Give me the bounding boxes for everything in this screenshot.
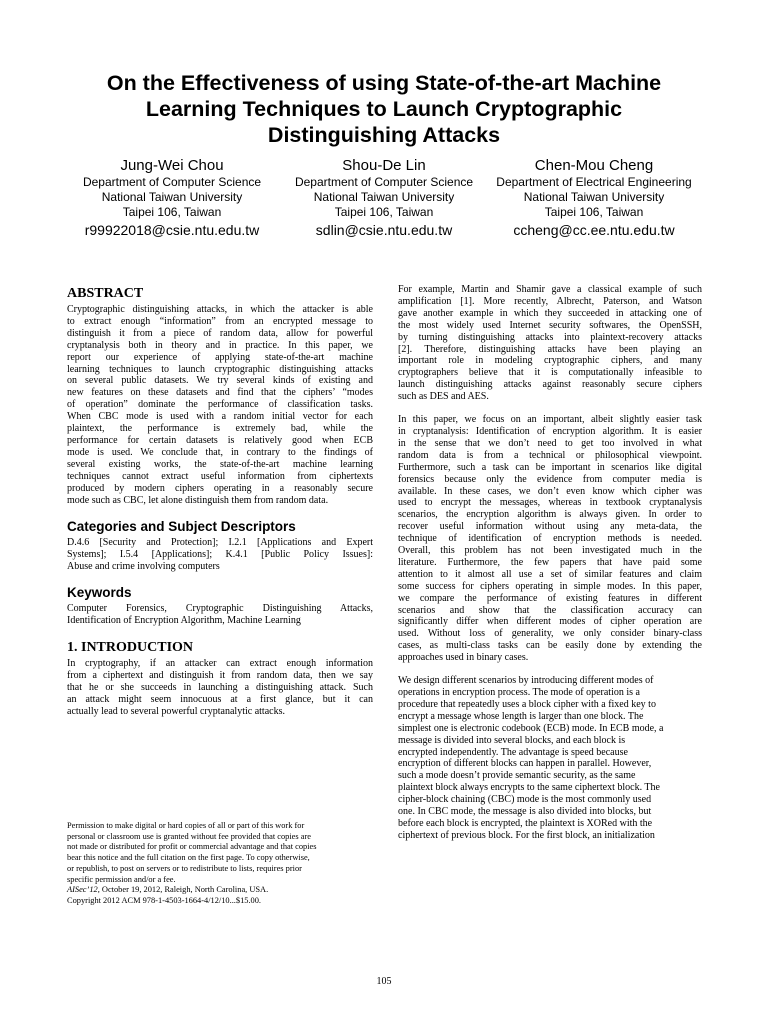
author-university: National Taiwan University: [101, 190, 243, 204]
text-line: amplification [1]. More recently, Albrecht, Paterson, and Watson: [398, 295, 702, 307]
text-line: For example, Martin and Shamir gave a classical example of such: [398, 284, 702, 295]
text-line: When CBC mode is used with a random initial vector for each: [67, 411, 373, 423]
text-line: used. Without loss of generality, we only consider binary-class: [398, 628, 702, 640]
text-line: approaches used in binary cases.: [398, 652, 529, 664]
page-number: 105: [376, 976, 392, 987]
text-line: Systems]; I.5.4 [Applications]; K.4.1 [Public Policy Issues]:: [67, 549, 373, 561]
author-name: Shou-De Lin: [342, 157, 426, 174]
abstract-body: [67, 304, 373, 506]
text-line: such as DES and AES.: [398, 391, 489, 403]
text-line: the most widely used Internet security softwares, the OpenSSH,: [398, 319, 702, 331]
left-column: [67, 285, 373, 717]
introduction-heading: 1. INTRODUCTION: [67, 639, 194, 655]
text-line: used to encrypt the messages, whereas in textbook cryptanalysis: [398, 497, 702, 509]
text-line: actually lead to several powerful cryptanalytic attacks.: [67, 705, 285, 717]
text-line: not made or distributed for profit or commercial advantage and that copies: [67, 842, 317, 852]
text-line: forensics because only the evidence from computer media is: [398, 473, 702, 485]
author-name: Chen-Mou Cheng: [534, 157, 654, 174]
text-line: on several public datasets. We try several kinds of existing and: [67, 375, 373, 387]
author-department: Department of Computer Science: [294, 175, 474, 189]
text-line: launch distinguishing attacks against reasonably secure ciphers: [398, 379, 702, 391]
text-line: some success for ciphers operating in simple modes. In this paper,: [398, 580, 702, 592]
text-line: Abuse and crime involving computers: [67, 561, 220, 573]
text-line: mode such as CBC, let alone distinguish them from random data.: [67, 494, 329, 506]
text-line: Identification of Encryption Algorithm, Machine Learning: [67, 615, 301, 627]
text-line: simplest one is electronic codebook (ECB) mode. In ECB mode, a: [398, 722, 664, 734]
text-line: scenarios and show that the classification accuracy can: [398, 604, 702, 616]
copyright-line: Copyright 2012 ACM 978-1-4503-1664-4/12/10...$15.00.: [67, 895, 262, 905]
text-line: before each block is encrypted, the plaintext is XORed with the: [398, 817, 653, 829]
text-line: learning techniques to launch cryptographic distinguishing attacks: [67, 363, 373, 375]
author-email[interactable]: r99922018@csie.ntu.edu.tw: [84, 222, 260, 238]
text-line: D.4.6 [Security and Protection]; I.2.1 [Applications and Expert: [67, 537, 373, 549]
text-line: Permission to make digital or hard copies of all or part of this work for: [67, 821, 305, 830]
text-line: cryptanalysis both in theory and in practice. In this paper, we: [67, 339, 373, 351]
text-line: encrypted independently. The advantage is speed because: [398, 746, 628, 758]
text-line: Computer Forensics, Cryptographic Distinguishing Attacks,: [67, 603, 373, 615]
text-line: personal or classroom use is granted without fee provided that copies are: [67, 831, 311, 841]
author-block: [274, 156, 494, 239]
text-line: distinguish it from a piece of random data, allow for powerful: [67, 327, 373, 339]
text-line: that he or she succeeds in launching a distinguishing attack. Such: [67, 681, 373, 693]
text-line: several existing works, the state-of-the-art machine learning: [67, 458, 373, 470]
text-line: cases, as multi-class tasks can be easily done by extending the: [398, 640, 702, 652]
text-line: [2]. Therefore, distinguishing attacks have been playing an: [398, 343, 702, 355]
author-name: Jung-Wei Chou: [120, 157, 224, 174]
text-line: cryptographers believe that it is computationally infeasible to: [398, 367, 702, 379]
text-line: cipher-block chaining (CBC) mode is the most commonly used: [398, 794, 652, 806]
text-line: ciphertext of previous block. For the first block, an initialization: [398, 829, 655, 841]
text-line: in the sense that we don’t need to get too involved in what: [398, 437, 702, 449]
author-email[interactable]: sdlin@csie.ntu.edu.tw: [315, 222, 453, 238]
text-line: of operation” dominate the performance of classification tasks.: [67, 399, 373, 411]
author-city: Taipei 106, Taiwan: [334, 205, 434, 219]
text-line: In this paper, we focus on an important, albeit slightly easier task: [398, 414, 702, 426]
text-line: mode is used. We conclude that, in contrary to the findings of: [67, 446, 373, 458]
introduction-body: [67, 658, 373, 718]
text-line: In cryptography, if an attacker can extract enough information: [67, 657, 373, 669]
text-line: encryption of different blocks can happen in parallel. However,: [398, 758, 652, 770]
text-line: such a mode doesn’t provide semantic security, as the same: [398, 770, 636, 782]
text-line: Cryptographic distinguishing attacks, in which the attacker is able: [67, 304, 373, 315]
title-line: On the Effectiveness of using State-of-the-art Machine: [106, 71, 662, 95]
body-paragraph: [398, 284, 702, 403]
text-line: bear this notice and the full citation on the first page. To copy otherwise,: [67, 853, 310, 863]
author-city: Taipei 106, Taiwan: [544, 205, 644, 219]
text-line: or republish, to post on servers or to redistribute to lists, requires prior: [67, 863, 302, 873]
title-line: Distinguishing Attacks: [267, 123, 501, 147]
author-university: National Taiwan University: [313, 190, 455, 204]
title-line: Learning Techniques to Launch Cryptographic: [145, 97, 623, 121]
text-line: from a ciphertext and distinguish it from random data, then we say: [67, 669, 373, 681]
author-email[interactable]: ccheng@cc.ee.ntu.edu.tw: [513, 222, 675, 238]
text-line: we compare the performance of existing features in different: [398, 592, 702, 604]
text-line: specific permission and/or a fee.: [67, 874, 176, 884]
text-line: an attack might seem innocuous at a first glance, but it can: [67, 693, 373, 705]
venue-line: [67, 885, 373, 896]
venue-details: , October 19, 2012, Raleigh, North Carolina, USA.: [97, 885, 269, 895]
paper-title: [40, 70, 728, 148]
text-line: encrypt a message whose length is larger than one block. The: [398, 710, 644, 722]
text-line: significantly differ when different modes of cipher operation are: [398, 616, 702, 628]
permission-footnote: [67, 821, 373, 907]
text-line: technique of identification of encryption methods is needed.: [398, 533, 702, 545]
text-line: by turning distinguishing attacks into plaintext-recovery attacks: [398, 331, 702, 343]
text-line: Overall, this problem has not been investigated much in the: [398, 545, 702, 557]
text-line: produced by modern ciphers operating in a reasonably secure: [67, 482, 373, 494]
author-department: Department of Computer Science: [82, 175, 262, 189]
text-line: in cryptanalysis: Identification of encryption algorithm. It is easier: [398, 425, 702, 437]
text-line: important role in modeling cryptographic ciphers, and many: [398, 355, 702, 367]
text-line: operations in encryption process. The mode of operation is a: [398, 687, 640, 698]
text-line: scenarios, the encryption algorithm is always given. In order to: [398, 509, 702, 521]
right-column: [398, 284, 702, 842]
text-line: techniques cannot extract useful information from ciphertexts: [67, 470, 373, 482]
permission-text: [67, 821, 373, 885]
text-line: gave another example in which they succeeded in attacking one of: [398, 307, 702, 319]
text-line: procedure that repeatedly uses a block cipher with a fixed key to: [398, 698, 656, 710]
text-line: new features on these datasets and find that the ciphers’ “modes: [67, 387, 373, 399]
text-line: performance for certain datasets is relatively good when ECB: [67, 434, 373, 446]
categories-body: [67, 537, 373, 573]
author-block: [484, 156, 704, 239]
text-line: recover useful information without using any meta-data, the: [398, 521, 702, 533]
body-paragraph: [398, 414, 702, 664]
body-paragraph: [398, 675, 702, 842]
author-block: [62, 156, 282, 239]
text-line: plaintext block always encrypts to the same ciphertext block. The: [398, 782, 660, 794]
abstract-heading: ABSTRACT: [67, 286, 144, 301]
text-line: report our experience of applying state-of-the-art machine: [67, 351, 373, 363]
text-line: message is divided into several blocks, and each block is: [398, 734, 626, 746]
text-line: We design different scenarios by introducing different modes of: [398, 675, 654, 687]
author-department: Department of Electrical Engineering: [496, 175, 692, 189]
keywords-body: [67, 603, 373, 627]
text-line: Furthermore, such a task can be important in scenarios like digital: [398, 461, 702, 473]
categories-heading: Categories and Subject Descriptors: [67, 519, 296, 535]
author-city: Taipei 106, Taiwan: [122, 205, 222, 219]
text-line: literature. Furthermore, the few papers that have paid some: [398, 556, 702, 568]
text-line: random data is from a technical or philosophical viewpoint.: [398, 449, 702, 461]
text-line: attention to it almost all use a set of similar features and claim: [398, 568, 702, 580]
text-line: to extract enough “information” from an encrypted message to: [67, 315, 373, 327]
author-university: National Taiwan University: [523, 190, 665, 204]
venue-name: AISec’12: [67, 885, 98, 895]
text-line: one. In CBC mode, the message is also divided into blocks, but: [398, 806, 652, 818]
keywords-heading: Keywords: [67, 585, 132, 601]
text-line: plaintext, the performance is extremely bad, while the: [67, 423, 373, 435]
text-line: available. In these cases, we don’t even know which cipher was: [398, 485, 702, 497]
